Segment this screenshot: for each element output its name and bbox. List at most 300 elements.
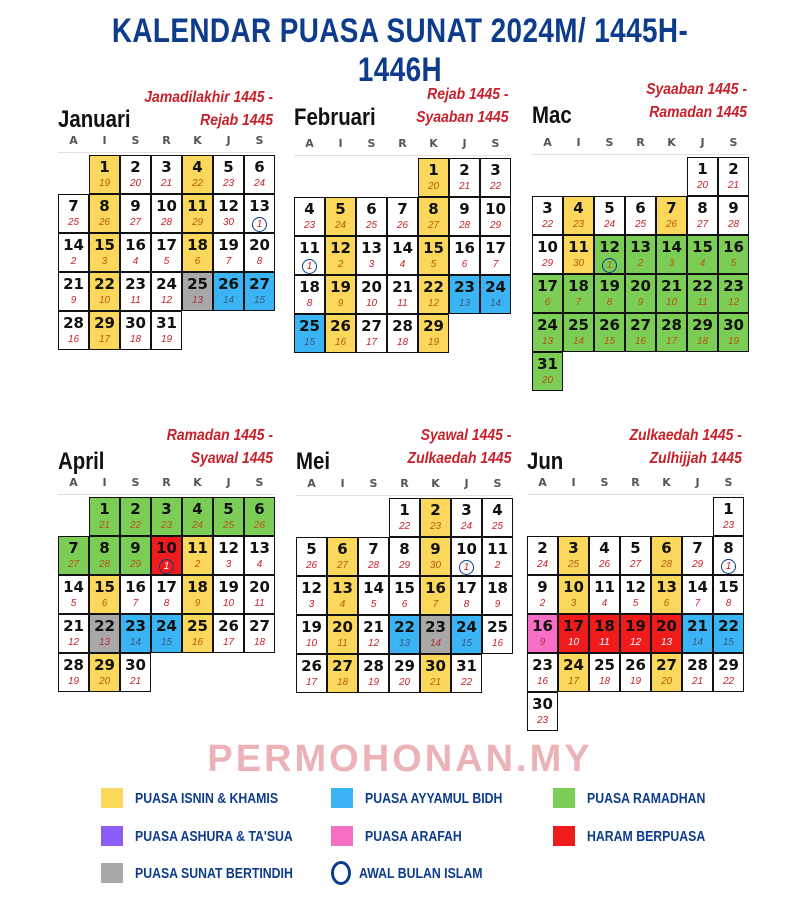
hijri-date: 17 [365, 337, 378, 348]
weekday-label: R [162, 476, 171, 489]
hijri-date: 28 [727, 219, 740, 230]
day-cell[interactable] [620, 653, 651, 692]
day-cell[interactable] [58, 614, 89, 653]
day-cell[interactable] [420, 498, 451, 537]
gregorian-date: 4 [304, 200, 315, 218]
hijri-date: 4 [132, 256, 139, 267]
hijri-date: 13 [98, 637, 111, 648]
hijri-date: 18 [336, 677, 349, 688]
weekday-label: I [102, 134, 107, 147]
gregorian-date: 25 [299, 317, 320, 335]
gregorian-date: 5 [223, 500, 234, 518]
gregorian-date: 3 [161, 500, 172, 518]
hijri-line-2: Zulkaedah 1445 [407, 450, 511, 467]
day-cell[interactable] [482, 498, 513, 537]
gregorian-date: 24 [156, 617, 177, 635]
weekday-label: I [102, 476, 107, 489]
day-cell[interactable] [244, 614, 275, 653]
hijri-date: 14 [691, 637, 704, 648]
day-cell[interactable] [296, 537, 327, 576]
weekday-label: I [338, 137, 343, 150]
day-cell[interactable] [713, 536, 744, 575]
gregorian-date: 10 [156, 539, 177, 557]
gregorian-date: 8 [399, 540, 410, 558]
hijri-date: 19 [67, 676, 80, 687]
gregorian-date: 5 [630, 539, 641, 557]
hijri-date: 19 [160, 334, 173, 345]
day-cell[interactable] [620, 575, 651, 614]
day-cell[interactable] [120, 653, 151, 692]
day-cell[interactable] [120, 575, 151, 614]
day-cell[interactable] [558, 653, 589, 692]
weekday-label: I [576, 136, 581, 149]
day-cell[interactable] [89, 614, 120, 653]
hijri-date: 12 [160, 295, 173, 306]
legend-label: PUASA RAMADHAN [587, 789, 706, 807]
gregorian-date: 27 [249, 275, 270, 293]
day-cell[interactable] [451, 498, 482, 537]
hijri-date: 5 [163, 256, 170, 267]
gregorian-date: 30 [532, 695, 553, 713]
gregorian-date: 2 [130, 158, 141, 176]
hijri-date: 22 [489, 181, 502, 192]
gregorian-date: 21 [661, 277, 682, 295]
day-cell[interactable] [451, 576, 482, 615]
hijri-date: 23 [572, 219, 585, 230]
hijri-date: 30 [429, 560, 442, 571]
hijri-date: 3 [225, 559, 232, 570]
hijri-date: 17 [222, 637, 235, 648]
day-cell[interactable] [482, 615, 513, 654]
legend-item [101, 863, 328, 883]
weekday-label: K [193, 476, 202, 489]
gregorian-date: 4 [492, 501, 503, 519]
day-cell[interactable] [327, 537, 358, 576]
hijri-date: 16 [536, 676, 549, 687]
hijri-date: 12 [67, 637, 80, 648]
day-cell[interactable] [527, 653, 558, 692]
hijri-date: 11 [697, 297, 708, 308]
hijri-date: 28 [367, 560, 380, 571]
day-cell[interactable] [682, 575, 713, 614]
gregorian-date: 16 [125, 578, 146, 596]
day-cell[interactable] [713, 575, 744, 614]
day-cell[interactable] [527, 692, 558, 731]
color-swatch-icon [553, 788, 575, 808]
gregorian-date: 26 [625, 656, 646, 674]
day-cell[interactable] [213, 575, 244, 614]
gregorian-date: 12 [625, 578, 646, 596]
day-cell[interactable] [151, 614, 182, 653]
gregorian-date: 29 [394, 657, 415, 675]
hijri-date: 14 [129, 637, 142, 648]
day-cell[interactable] [182, 575, 213, 614]
color-swatch-icon [553, 826, 575, 846]
gregorian-date: 13 [249, 539, 270, 557]
hijri-date: 7 [575, 297, 582, 308]
hijri-range [407, 424, 511, 470]
gregorian-date: 7 [68, 197, 79, 215]
day-cell[interactable] [120, 497, 151, 536]
hijri-date: 16 [67, 334, 80, 345]
gregorian-date: 17 [456, 579, 477, 597]
day-cell[interactable] [327, 615, 358, 654]
hijri-date: 12 [629, 637, 642, 648]
gregorian-date: 23 [723, 277, 744, 295]
gregorian-date: 23 [125, 617, 146, 635]
hijri-date: 10 [305, 638, 318, 649]
gregorian-date: 13 [332, 579, 353, 597]
gregorian-date: 11 [187, 197, 208, 215]
day-cell[interactable] [182, 614, 213, 653]
day-cell[interactable] [527, 614, 558, 653]
gregorian-date: 13 [249, 197, 270, 215]
hijri-date: 15 [253, 295, 266, 306]
hijri-date: 18 [253, 637, 266, 648]
gregorian-date: 17 [156, 578, 177, 596]
hijri-date: 5 [632, 598, 639, 609]
gregorian-date: 20 [249, 578, 270, 596]
new-month-circle-icon: 1 [459, 560, 474, 575]
month-name: Mei [296, 448, 331, 475]
day-cell[interactable] [682, 614, 713, 653]
weekday-label: K [431, 477, 440, 490]
hijri-date: 9 [194, 598, 201, 609]
day-cell[interactable] [89, 536, 120, 575]
hijri-date: 30 [572, 258, 585, 269]
day-cell[interactable] [182, 497, 213, 536]
hijri-date: 14 [222, 295, 235, 306]
hijri-date: 27 [629, 559, 642, 570]
day-cell[interactable] [420, 654, 451, 693]
day-cell[interactable] [420, 615, 451, 654]
legend-label: AWAL BULAN ISLAM [359, 864, 483, 882]
day-cell[interactable] [713, 653, 744, 692]
day-cell[interactable] [244, 575, 275, 614]
day-cell[interactable] [58, 536, 89, 575]
gregorian-date: 27 [361, 317, 382, 335]
gregorian-date: 17 [537, 277, 558, 295]
gregorian-date: 13 [361, 239, 382, 257]
day-cell[interactable] [682, 536, 713, 575]
day-cell[interactable] [620, 536, 651, 575]
hijri-date: 12 [427, 298, 440, 309]
day-cell[interactable] [589, 536, 620, 575]
gregorian-date: 31 [456, 657, 477, 675]
weekday-label: K [667, 136, 676, 149]
day-cell[interactable] [213, 614, 244, 653]
hijri-date: 4 [399, 259, 406, 270]
weekday-label: R [162, 134, 171, 147]
hijri-date: 5 [70, 598, 77, 609]
hijri-line-1: Syaaban 1445 - [646, 81, 747, 98]
day-cell[interactable] [244, 497, 275, 536]
hijri-date [152, 559, 181, 574]
hijri-date: 13 [398, 638, 411, 649]
hijri-date: 26 [253, 520, 266, 531]
gregorian-date: 3 [490, 161, 501, 179]
gregorian-date: 16 [454, 239, 475, 257]
day-cell[interactable] [296, 654, 327, 693]
hijri-date [714, 559, 743, 574]
day-cell[interactable] [420, 576, 451, 615]
day-cell[interactable] [358, 576, 389, 615]
day-cell[interactable] [182, 536, 213, 575]
day-cell[interactable] [327, 576, 358, 615]
hijri-date: 29 [489, 220, 502, 231]
gregorian-date: 24 [563, 656, 584, 674]
hijri-date: 17 [567, 676, 580, 687]
hijri-date [452, 560, 481, 575]
gregorian-date: 23 [532, 656, 553, 674]
gregorian-date: 3 [161, 158, 172, 176]
hijri-date: 14 [429, 638, 442, 649]
hijri-date: 18 [129, 334, 142, 345]
gregorian-date: 15 [718, 578, 739, 596]
gregorian-date: 9 [459, 200, 470, 218]
gregorian-date: 19 [625, 617, 646, 635]
legend-item [553, 826, 731, 846]
gregorian-date: 6 [661, 539, 672, 557]
legend-item [331, 861, 510, 885]
weekday-label: K [429, 137, 438, 150]
day-cell[interactable] [151, 536, 182, 575]
hijri-date: 4 [601, 598, 608, 609]
day-cell[interactable] [527, 575, 558, 614]
hijri-date: 3 [668, 258, 675, 269]
hijri-date: 2 [70, 256, 77, 267]
hijri-date: 20 [696, 180, 709, 191]
day-cell[interactable] [120, 536, 151, 575]
gregorian-date: 30 [125, 656, 146, 674]
hijri-date: 28 [660, 559, 673, 570]
hijri-date: 27 [427, 220, 440, 231]
day-cell[interactable] [558, 536, 589, 575]
gregorian-date: 3 [542, 199, 553, 217]
gregorian-date: 26 [218, 275, 239, 293]
gregorian-date: 22 [394, 618, 415, 636]
hijri-date: 27 [67, 559, 80, 570]
hijri-date: 19 [727, 336, 740, 347]
day-cell[interactable] [389, 615, 420, 654]
hijri-date: 19 [427, 337, 440, 348]
day-cell[interactable] [558, 575, 589, 614]
circle-icon [331, 861, 351, 885]
hijri-date: 2 [539, 598, 546, 609]
gregorian-date: 12 [301, 579, 322, 597]
weekday-label: S [491, 137, 500, 150]
day-cell[interactable] [358, 615, 389, 654]
gregorian-date: 30 [125, 314, 146, 332]
gregorian-date: 22 [94, 617, 115, 635]
gregorian-date: 28 [687, 656, 708, 674]
day-cell[interactable] [389, 537, 420, 576]
hijri-date: 19 [629, 676, 642, 687]
gregorian-date: 18 [187, 578, 208, 596]
day-cell[interactable] [120, 614, 151, 653]
legend-label: PUASA ARAFAH [365, 827, 462, 845]
gregorian-date: 25 [187, 617, 208, 635]
gregorian-date: 16 [723, 238, 744, 256]
gregorian-date: 9 [430, 540, 441, 558]
day-cell[interactable] [151, 575, 182, 614]
hijri-date: 30 [222, 217, 235, 228]
day-cell[interactable] [89, 653, 120, 692]
gregorian-date: 15 [394, 579, 415, 597]
hijri-date: 19 [98, 178, 111, 189]
hijri-date: 2 [494, 560, 501, 571]
day-cell[interactable] [589, 653, 620, 692]
day-cell[interactable] [58, 653, 89, 692]
day-cell[interactable] [527, 536, 558, 575]
hijri-date: 23 [536, 715, 549, 726]
gregorian-date: 4 [573, 199, 584, 217]
legend-item [553, 788, 731, 808]
hijri-date: 27 [129, 217, 142, 228]
gregorian-date: 17 [563, 617, 584, 635]
hijri-date: 18 [696, 336, 709, 347]
day-cell[interactable] [389, 576, 420, 615]
month-name: Februari [294, 104, 376, 131]
day-cell[interactable] [244, 536, 275, 575]
day-cell[interactable] [358, 654, 389, 693]
day-cell[interactable] [327, 654, 358, 693]
day-cell[interactable] [451, 537, 482, 576]
hijri-date: 21 [98, 520, 111, 531]
hijri-date: 12 [727, 297, 740, 308]
gregorian-date: 22 [718, 617, 739, 635]
day-cell[interactable] [89, 497, 120, 536]
color-swatch-icon [101, 826, 123, 846]
legend-label: PUASA ASHURA & TA'SUA [135, 827, 293, 845]
gregorian-date: 20 [630, 277, 651, 295]
day-cell[interactable] [620, 614, 651, 653]
divider [58, 494, 275, 495]
gregorian-date: 1 [428, 161, 439, 179]
day-cell[interactable] [451, 654, 482, 693]
gregorian-date: 27 [249, 617, 270, 635]
gregorian-date: 23 [125, 275, 146, 293]
hijri-line-2: Zulhijjah 1445 [649, 450, 742, 467]
hijri-date: 26 [98, 217, 111, 228]
gregorian-date: 31 [156, 314, 177, 332]
day-cell[interactable] [589, 614, 620, 653]
day-cell[interactable] [651, 536, 682, 575]
hijri-date: 3 [368, 259, 375, 270]
day-cell[interactable] [589, 575, 620, 614]
legend-label: PUASA AYYAMUL BIDH [365, 789, 503, 807]
gregorian-date: 21 [63, 617, 84, 635]
hijri-date: 28 [98, 559, 111, 570]
weekday-label: I [340, 477, 345, 490]
day-cell[interactable] [713, 497, 744, 536]
gregorian-date: 9 [537, 578, 548, 596]
gregorian-date: 24 [156, 275, 177, 293]
gregorian-date: 1 [99, 158, 110, 176]
hijri-date: 22 [129, 520, 142, 531]
day-cell[interactable] [482, 537, 513, 576]
day-cell[interactable] [296, 615, 327, 654]
day-cell[interactable] [482, 576, 513, 615]
hijri-date: 25 [222, 520, 235, 531]
day-cell[interactable] [558, 614, 589, 653]
gregorian-date: 21 [687, 617, 708, 635]
gregorian-date: 29 [94, 656, 115, 674]
gregorian-date: 11 [487, 540, 508, 558]
gregorian-date: 27 [332, 657, 353, 675]
hijri-date: 18 [598, 676, 611, 687]
hijri-date: 21 [458, 181, 471, 192]
day-cell[interactable] [389, 498, 420, 537]
gregorian-date: 2 [537, 539, 548, 557]
gregorian-date: 15 [692, 238, 713, 256]
gregorian-date: 7 [666, 199, 677, 217]
hijri-date: 10 [98, 295, 111, 306]
day-cell[interactable] [651, 653, 682, 692]
legend-item [101, 788, 309, 808]
day-cell[interactable] [713, 614, 744, 653]
hijri-line-2: Syaaban 1445 [416, 109, 509, 126]
hijri-line-1: Jamadilakhir 1445 - [144, 89, 273, 106]
divider [296, 495, 513, 496]
day-cell[interactable] [58, 575, 89, 614]
hijri-date: 9 [70, 295, 77, 306]
gregorian-date: 26 [301, 657, 322, 675]
weekday-label: R [398, 137, 407, 150]
day-cell[interactable] [420, 537, 451, 576]
weekday-label: S [605, 136, 614, 149]
day-cell[interactable] [213, 536, 244, 575]
gregorian-date: 18 [594, 617, 615, 635]
gregorian-date: 10 [537, 238, 558, 256]
hijri-date: 22 [460, 677, 473, 688]
hijri-date: 21 [129, 676, 142, 687]
gregorian-date: 12 [218, 197, 239, 215]
gregorian-date: 26 [218, 617, 239, 635]
gregorian-date: 12 [218, 539, 239, 557]
gregorian-date: 28 [63, 656, 84, 674]
hijri-date: 25 [567, 559, 580, 570]
hijri-date: 29 [191, 217, 204, 228]
day-cell[interactable] [682, 653, 713, 692]
weekday-label: S [255, 476, 264, 489]
gregorian-date: 14 [63, 578, 84, 596]
hijri-date: 16 [334, 337, 347, 348]
weekday-header [527, 476, 744, 489]
day-cell[interactable] [451, 615, 482, 654]
day-cell[interactable] [151, 497, 182, 536]
hijri-date: 13 [660, 637, 673, 648]
day-cell[interactable] [651, 575, 682, 614]
day-cell[interactable] [89, 575, 120, 614]
day-cell[interactable] [213, 497, 244, 536]
hijri-date: 20 [660, 676, 673, 687]
hijri-date: 3 [308, 599, 315, 610]
weekday-label: R [400, 477, 409, 490]
weekday-header [58, 476, 275, 489]
hijri-date: 11 [130, 295, 141, 306]
day-cell[interactable] [358, 537, 389, 576]
day-cell[interactable] [296, 576, 327, 615]
hijri-range [167, 424, 273, 470]
hijri-date: 24 [253, 178, 266, 189]
day-cell[interactable] [651, 614, 682, 653]
day-cell[interactable] [389, 654, 420, 693]
gregorian-date: 9 [728, 199, 739, 217]
gregorian-date: 12 [330, 239, 351, 257]
hijri-date: 14 [489, 298, 502, 309]
gregorian-date: 19 [599, 277, 620, 295]
